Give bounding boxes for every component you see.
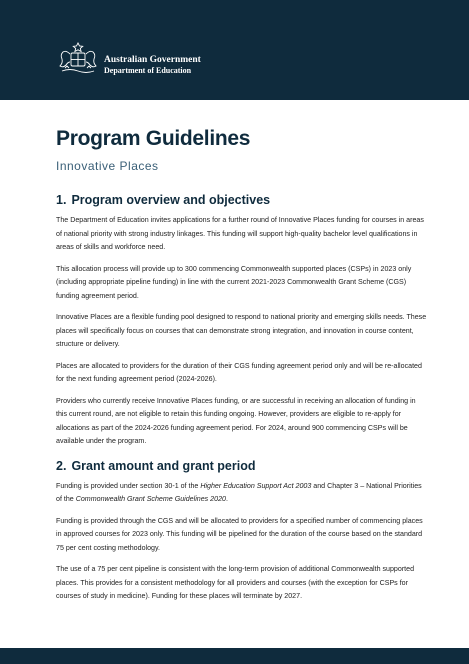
section-grant-amount xyxy=(56,459,428,604)
paragraph: The use of a 75 per cent pipeline is consistent with the long-term provision of additional Commonwealth supported places. This provides for a consistent methodology for all providers and courses (with the exception for CSPs for courses of study in medicine). Funding for these places will terminate by 2027. xyxy=(56,565,415,600)
legislation-title: Higher Education Support Act 2003 xyxy=(200,481,312,490)
document-subtitle: Innovative Places xyxy=(56,159,159,173)
document-title: Program Guidelines xyxy=(56,127,251,150)
section-title: Grant amount and grant period xyxy=(71,458,256,473)
government-name: Australian Government xyxy=(104,55,201,65)
section-program-overview xyxy=(56,193,428,449)
government-logo-text xyxy=(104,55,201,76)
paragraph: This allocation process will provide up to 300 commencing Commonwealth supported places (CSPs) in 2023 only (including appropriate pipeline funding) in line with the current 2021-2023 Commonwealth Grant Scheme (CGS) funding agreement period. xyxy=(56,264,412,300)
section-title: Program overview and objectives xyxy=(71,193,271,207)
document-body xyxy=(56,126,428,604)
text-run: Funding is provided under section 30-1 of the xyxy=(56,481,201,490)
guidelines-title: Commonwealth Grant Scheme Guidelines 2020 xyxy=(75,495,226,503)
paragraph: Providers who currently receive Innovative Places funding, or are successful in receiving an allocation of funding in this current round, are not eligible to retain this funding ongoing. However, providers are eligible to re-apply for allocations as part of the 2024-2026 funding agreement period. For 2024, around 900 commencing CSPs will be available under the program. xyxy=(56,396,416,445)
section-heading xyxy=(56,459,428,474)
coat-of-arms-icon xyxy=(56,40,100,76)
page-header-banner xyxy=(0,0,469,100)
paragraph: Places are allocated to providers for the duration of their CGS funding agreement period only and will be re-allocated for the next funding agreement period (2024-2026). xyxy=(56,361,422,383)
paragraph-legislation xyxy=(56,480,428,507)
page-footer-bar xyxy=(0,648,469,664)
section-number: 1. xyxy=(56,193,67,207)
text-run: . xyxy=(225,495,228,503)
paragraph: The Department of Education invites applications for a further round of Innovative Places funding for courses in areas of national priority with strong industry linkages. This funding will support high-quality bachelor level qualifications in areas of skills and workforce need. xyxy=(56,216,424,251)
paragraph: Funding is provided through the CGS and will be allocated to providers for a specified number of commencing places in approved courses for 2023 only. This funding will be pipelined for the duration of the course based on the standard 75 per cent costing methodology. xyxy=(56,516,423,552)
section-number: 2. xyxy=(56,458,67,473)
paragraph: Innovative Places are a flexible funding pool designed to respond to national priority and emerging skills needs. These places will specifically focus on courses that can demonstrate strong integration, and innovation in course content, structure or delivery. xyxy=(56,313,427,348)
department-name: Department of Education xyxy=(104,66,192,75)
text-run: and Chapter 3 – National Priorities of the xyxy=(56,481,422,503)
section-heading xyxy=(56,193,428,208)
